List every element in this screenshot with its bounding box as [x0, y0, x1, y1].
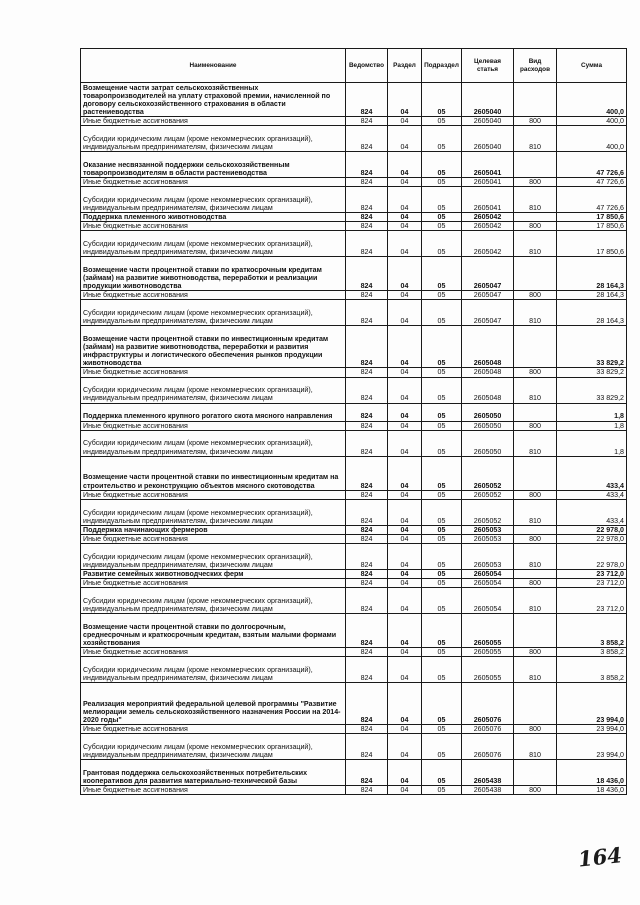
cell-sum: 1,8	[557, 430, 627, 456]
cell-sum: 23 994,0	[557, 683, 627, 725]
cell-section: 04	[388, 490, 422, 499]
cell-section: 04	[388, 83, 422, 117]
cell-name: Возмещение части затрат сельскохозяйственных товаропроизводителей на уплату страховой премии, начисленной по договору сельскохозяйственного страхования в области растениеводства	[81, 83, 346, 117]
cell-target: 2605076	[462, 725, 514, 734]
cell-expense: 810	[514, 588, 557, 614]
cell-sum: 400,0	[557, 83, 627, 117]
cell-name: Грантовая поддержка сельскохозяйственных потребительских кооперативов для развития материально-технической базы	[81, 760, 346, 786]
cell-name: Иные бюджетные ассигнования	[81, 725, 346, 734]
cell-subsection: 05	[422, 657, 462, 683]
table-row	[81, 579, 627, 588]
cell-subsection: 05	[422, 683, 462, 725]
cell-section: 04	[388, 368, 422, 377]
cell-expense: 810	[514, 187, 557, 213]
cell-target: 2605040	[462, 117, 514, 126]
cell-name: Возмещение части процентной ставки по долгосрочным, среднесрочным и краткосрочным кредитам, взятым малыми формами хозяйствования	[81, 614, 346, 648]
cell-name: Субсидии юридическим лицам (кроме некоммерческих организаций), индивидуальным предпринимателям, физическим лицам	[81, 543, 346, 569]
cell-target: 2605052	[462, 490, 514, 499]
cell-sum: 18 436,0	[557, 786, 627, 795]
table-row	[81, 326, 627, 368]
cell-expense: 810	[514, 499, 557, 525]
cell-target: 2605053	[462, 534, 514, 543]
cell-subsection: 05	[422, 569, 462, 578]
cell-target: 2605054	[462, 569, 514, 578]
cell-expense: 800	[514, 648, 557, 657]
cell-sum: 17 850,6	[557, 231, 627, 257]
cell-sum: 22 978,0	[557, 525, 627, 534]
cell-subsection: 05	[422, 588, 462, 614]
cell-target: 2605055	[462, 614, 514, 648]
cell-expense: 800	[514, 421, 557, 430]
cell-sum: 23 712,0	[557, 579, 627, 588]
cell-expense	[514, 83, 557, 117]
cell-section: 04	[388, 222, 422, 231]
cell-sum: 47 726,6	[557, 187, 627, 213]
cell-section: 04	[388, 786, 422, 795]
cell-sum: 3 858,2	[557, 657, 627, 683]
budget-table	[80, 48, 627, 795]
cell-sum: 400,0	[557, 117, 627, 126]
cell-section: 04	[388, 657, 422, 683]
cell-dept: 824	[346, 83, 388, 117]
cell-subsection: 05	[422, 760, 462, 786]
table-row	[81, 126, 627, 152]
cell-name: Иные бюджетные ассигнования	[81, 117, 346, 126]
cell-dept: 824	[346, 403, 388, 421]
cell-expense: 800	[514, 222, 557, 231]
cell-expense	[514, 257, 557, 291]
cell-section: 04	[388, 569, 422, 578]
cell-subsection: 05	[422, 525, 462, 534]
table-row	[81, 588, 627, 614]
cell-name: Иные бюджетные ассигнования	[81, 534, 346, 543]
cell-subsection: 05	[422, 377, 462, 403]
cell-expense: 810	[514, 734, 557, 760]
cell-name: Поддержка племенного крупного рогатого скота мясного направления	[81, 403, 346, 421]
cell-target: 2605054	[462, 588, 514, 614]
cell-name: Иные бюджетные ассигнования	[81, 786, 346, 795]
cell-subsection: 05	[422, 83, 462, 117]
cell-sum: 400,0	[557, 126, 627, 152]
cell-sum: 23 994,0	[557, 725, 627, 734]
cell-dept: 824	[346, 683, 388, 725]
cell-section: 04	[388, 403, 422, 421]
header-subsection: Подраздел	[422, 49, 462, 83]
cell-section: 04	[388, 187, 422, 213]
cell-name: Иные бюджетные ассигнования	[81, 490, 346, 499]
cell-section: 04	[388, 421, 422, 430]
cell-dept: 824	[346, 725, 388, 734]
cell-dept: 824	[346, 368, 388, 377]
table-row	[81, 213, 627, 222]
table-row	[81, 683, 627, 725]
header-sum: Сумма	[557, 49, 627, 83]
cell-subsection: 05	[422, 257, 462, 291]
cell-dept: 824	[346, 734, 388, 760]
cell-subsection: 05	[422, 534, 462, 543]
cell-dept: 824	[346, 657, 388, 683]
table-row	[81, 760, 627, 786]
cell-target: 2605042	[462, 231, 514, 257]
table-row	[81, 614, 627, 648]
cell-name: Возмещение части процентной ставки по краткосрочным кредитам (займам) на развитие животноводства, переработки и реализации продукции животноводства	[81, 257, 346, 291]
cell-dept: 824	[346, 213, 388, 222]
cell-subsection: 05	[422, 579, 462, 588]
cell-sum: 33 829,2	[557, 368, 627, 377]
cell-name: Субсидии юридическим лицам (кроме некоммерческих организаций), индивидуальным предпринимателям, физическим лицам	[81, 734, 346, 760]
header-dept: Ведомство	[346, 49, 388, 83]
cell-sum: 1,8	[557, 421, 627, 430]
cell-subsection: 05	[422, 152, 462, 178]
table-row	[81, 187, 627, 213]
table-row	[81, 734, 627, 760]
cell-name: Поддержка начинающих фермеров	[81, 525, 346, 534]
cell-section: 04	[388, 579, 422, 588]
cell-subsection: 05	[422, 421, 462, 430]
cell-target: 2605047	[462, 300, 514, 326]
cell-dept: 824	[346, 588, 388, 614]
cell-subsection: 05	[422, 126, 462, 152]
cell-dept: 824	[346, 300, 388, 326]
cell-section: 04	[388, 588, 422, 614]
table-row	[81, 377, 627, 403]
cell-subsection: 05	[422, 326, 462, 368]
table-row	[81, 456, 627, 490]
cell-sum: 23 712,0	[557, 588, 627, 614]
cell-dept: 824	[346, 525, 388, 534]
cell-sum: 433,4	[557, 490, 627, 499]
cell-expense	[514, 760, 557, 786]
cell-dept: 824	[346, 456, 388, 490]
table-row	[81, 152, 627, 178]
cell-expense: 800	[514, 178, 557, 187]
table-row	[81, 300, 627, 326]
cell-subsection: 05	[422, 117, 462, 126]
table-row	[81, 231, 627, 257]
cell-dept: 824	[346, 126, 388, 152]
cell-subsection: 05	[422, 734, 462, 760]
cell-subsection: 05	[422, 231, 462, 257]
cell-subsection: 05	[422, 368, 462, 377]
cell-sum: 433,4	[557, 456, 627, 490]
cell-section: 04	[388, 614, 422, 648]
cell-expense: 800	[514, 786, 557, 795]
cell-dept: 824	[346, 291, 388, 300]
cell-expense	[514, 614, 557, 648]
cell-section: 04	[388, 126, 422, 152]
cell-section: 04	[388, 213, 422, 222]
cell-dept: 824	[346, 534, 388, 543]
cell-expense: 800	[514, 725, 557, 734]
cell-sum: 47 726,6	[557, 178, 627, 187]
cell-subsection: 05	[422, 543, 462, 569]
cell-sum: 28 164,3	[557, 257, 627, 291]
cell-subsection: 05	[422, 499, 462, 525]
cell-target: 2605055	[462, 657, 514, 683]
cell-sum: 3 858,2	[557, 648, 627, 657]
cell-section: 04	[388, 300, 422, 326]
cell-name: Возмещение части процентной ставки по инвестиционным кредитам (займам) на развитие животноводства, переработки и развития инфраструктуры и логистического обеспечения рынков продукции животноводства	[81, 326, 346, 368]
cell-section: 04	[388, 326, 422, 368]
cell-subsection: 05	[422, 403, 462, 421]
cell-dept: 824	[346, 222, 388, 231]
cell-dept: 824	[346, 490, 388, 499]
cell-section: 04	[388, 231, 422, 257]
cell-expense: 810	[514, 430, 557, 456]
cell-expense	[514, 152, 557, 178]
cell-target: 2605047	[462, 291, 514, 300]
cell-sum: 1,8	[557, 403, 627, 421]
cell-sum: 33 829,2	[557, 377, 627, 403]
cell-subsection: 05	[422, 614, 462, 648]
cell-target: 2605076	[462, 734, 514, 760]
cell-dept: 824	[346, 760, 388, 786]
cell-dept: 824	[346, 377, 388, 403]
cell-target: 2605042	[462, 222, 514, 231]
cell-sum: 28 164,3	[557, 300, 627, 326]
cell-dept: 824	[346, 421, 388, 430]
handwritten-page-number: 164	[576, 842, 624, 872]
header-expense: Вид расходов	[514, 49, 557, 83]
cell-section: 04	[388, 499, 422, 525]
cell-dept: 824	[346, 326, 388, 368]
table-row	[81, 569, 627, 578]
cell-dept: 824	[346, 579, 388, 588]
cell-expense: 810	[514, 300, 557, 326]
cell-section: 04	[388, 257, 422, 291]
cell-subsection: 05	[422, 490, 462, 499]
cell-target: 2605048	[462, 368, 514, 377]
table-row	[81, 403, 627, 421]
cell-dept: 824	[346, 786, 388, 795]
cell-sum: 433,4	[557, 499, 627, 525]
cell-sum: 3 858,2	[557, 614, 627, 648]
cell-subsection: 05	[422, 725, 462, 734]
cell-target: 2605052	[462, 499, 514, 525]
cell-target: 2605041	[462, 152, 514, 178]
cell-name: Иные бюджетные ассигнования	[81, 648, 346, 657]
cell-dept: 824	[346, 231, 388, 257]
cell-target: 2605054	[462, 579, 514, 588]
cell-subsection: 05	[422, 213, 462, 222]
cell-dept: 824	[346, 543, 388, 569]
cell-sum: 23 712,0	[557, 569, 627, 578]
table-row	[81, 490, 627, 499]
cell-expense: 800	[514, 579, 557, 588]
table-row	[81, 117, 627, 126]
cell-dept: 824	[346, 152, 388, 178]
cell-sum: 23 994,0	[557, 734, 627, 760]
table-row	[81, 83, 627, 117]
cell-subsection: 05	[422, 648, 462, 657]
cell-target: 2605040	[462, 126, 514, 152]
cell-subsection: 05	[422, 178, 462, 187]
cell-dept: 824	[346, 614, 388, 648]
table-row	[81, 543, 627, 569]
cell-target: 2605048	[462, 326, 514, 368]
cell-expense: 800	[514, 368, 557, 377]
cell-section: 04	[388, 291, 422, 300]
table-row	[81, 499, 627, 525]
cell-expense: 810	[514, 543, 557, 569]
cell-target: 2605050	[462, 403, 514, 421]
table-row	[81, 786, 627, 795]
cell-section: 04	[388, 456, 422, 490]
cell-target: 2605053	[462, 525, 514, 534]
cell-expense: 810	[514, 657, 557, 683]
cell-sum: 18 436,0	[557, 760, 627, 786]
cell-sum: 17 850,6	[557, 222, 627, 231]
cell-name: Реализация мероприятий федеральной целевой программы "Развитие мелиорации земель сельскохозяйственного назначения России на 2014-2020 годы"	[81, 683, 346, 725]
table-row	[81, 291, 627, 300]
cell-section: 04	[388, 734, 422, 760]
table-row	[81, 725, 627, 734]
cell-expense: 810	[514, 377, 557, 403]
cell-expense	[514, 525, 557, 534]
cell-target: 2605076	[462, 683, 514, 725]
cell-dept: 824	[346, 499, 388, 525]
cell-section: 04	[388, 525, 422, 534]
cell-target: 2605050	[462, 430, 514, 456]
cell-name: Субсидии юридическим лицам (кроме некоммерческих организаций), индивидуальным предпринимателям, физическим лицам	[81, 126, 346, 152]
cell-target: 2605050	[462, 421, 514, 430]
cell-dept: 824	[346, 569, 388, 578]
cell-dept: 824	[346, 648, 388, 657]
cell-subsection: 05	[422, 456, 462, 490]
cell-name: Иные бюджетные ассигнования	[81, 222, 346, 231]
cell-section: 04	[388, 534, 422, 543]
cell-target: 2605041	[462, 187, 514, 213]
cell-expense: 800	[514, 490, 557, 499]
cell-section: 04	[388, 377, 422, 403]
cell-expense: 810	[514, 231, 557, 257]
cell-sum: 47 726,6	[557, 152, 627, 178]
cell-name: Субсидии юридическим лицам (кроме некоммерческих организаций), индивидуальным предпринимателям, физическим лицам	[81, 657, 346, 683]
cell-expense: 800	[514, 534, 557, 543]
cell-target: 2605048	[462, 377, 514, 403]
cell-expense	[514, 569, 557, 578]
cell-target: 2605052	[462, 456, 514, 490]
table-header	[81, 49, 627, 83]
table-row	[81, 368, 627, 377]
cell-name: Субсидии юридическим лицам (кроме некоммерческих организаций), индивидуальным предпринимателям, физическим лицам	[81, 300, 346, 326]
header-row	[81, 49, 627, 83]
cell-expense	[514, 403, 557, 421]
cell-subsection: 05	[422, 291, 462, 300]
cell-sum: 33 829,2	[557, 326, 627, 368]
cell-section: 04	[388, 760, 422, 786]
cell-sum: 28 164,3	[557, 291, 627, 300]
cell-subsection: 05	[422, 187, 462, 213]
cell-sum: 17 850,6	[557, 213, 627, 222]
cell-expense	[514, 456, 557, 490]
cell-section: 04	[388, 178, 422, 187]
cell-name: Субсидии юридическим лицам (кроме некоммерческих организаций), индивидуальным предпринимателям, физическим лицам	[81, 588, 346, 614]
cell-target: 2605055	[462, 648, 514, 657]
cell-name: Иные бюджетные ассигнования	[81, 368, 346, 377]
cell-expense: 800	[514, 117, 557, 126]
cell-subsection: 05	[422, 222, 462, 231]
cell-name: Иные бюджетные ассигнования	[81, 178, 346, 187]
cell-section: 04	[388, 152, 422, 178]
cell-target: 2605438	[462, 786, 514, 795]
table-row	[81, 222, 627, 231]
cell-name: Развитие семейных животноводческих ферм	[81, 569, 346, 578]
cell-name: Поддержка племенного животноводства	[81, 213, 346, 222]
table-body	[81, 83, 627, 795]
cell-target: 2605438	[462, 760, 514, 786]
cell-name: Субсидии юридическим лицам (кроме некоммерческих организаций), индивидуальным предпринимателям, физическим лицам	[81, 231, 346, 257]
cell-sum: 22 978,0	[557, 543, 627, 569]
cell-subsection: 05	[422, 786, 462, 795]
cell-section: 04	[388, 648, 422, 657]
cell-section: 04	[388, 117, 422, 126]
cell-name: Оказание несвязанной поддержки сельскохозяйственным товаропроизводителям в области растениеводства	[81, 152, 346, 178]
table-row	[81, 525, 627, 534]
cell-dept: 824	[346, 187, 388, 213]
cell-name: Субсидии юридическим лицам (кроме некоммерческих организаций), индивидуальным предпринимателям, физическим лицам	[81, 430, 346, 456]
cell-dept: 824	[346, 117, 388, 126]
cell-expense	[514, 326, 557, 368]
cell-name: Возмещение части процентной ставки по инвестиционным кредитам на строительство и реконструкцию объектов мясного скотоводства	[81, 456, 346, 490]
table-row	[81, 421, 627, 430]
cell-dept: 824	[346, 178, 388, 187]
cell-subsection: 05	[422, 430, 462, 456]
cell-dept: 824	[346, 257, 388, 291]
cell-target: 2605041	[462, 178, 514, 187]
cell-expense: 800	[514, 291, 557, 300]
cell-name: Субсидии юридическим лицам (кроме некоммерческих организаций), индивидуальным предпринимателям, физическим лицам	[81, 187, 346, 213]
cell-expense	[514, 213, 557, 222]
header-section: Раздел	[388, 49, 422, 83]
cell-target: 2605040	[462, 83, 514, 117]
cell-name: Иные бюджетные ассигнования	[81, 579, 346, 588]
cell-target: 2605042	[462, 213, 514, 222]
table-row	[81, 430, 627, 456]
cell-expense	[514, 683, 557, 725]
header-target: Целевая статья	[462, 49, 514, 83]
cell-section: 04	[388, 725, 422, 734]
cell-name: Иные бюджетные ассигнования	[81, 291, 346, 300]
cell-name: Субсидии юридическим лицам (кроме некоммерческих организаций), индивидуальным предпринимателям, физическим лицам	[81, 377, 346, 403]
header-name: Наименование	[81, 49, 346, 83]
cell-target: 2605053	[462, 543, 514, 569]
table-row	[81, 657, 627, 683]
cell-section: 04	[388, 430, 422, 456]
cell-section: 04	[388, 543, 422, 569]
cell-sum: 22 978,0	[557, 534, 627, 543]
cell-section: 04	[388, 683, 422, 725]
table-row	[81, 534, 627, 543]
table-row	[81, 257, 627, 291]
cell-expense: 810	[514, 126, 557, 152]
cell-target: 2605047	[462, 257, 514, 291]
cell-name: Субсидии юридическим лицам (кроме некоммерческих организаций), индивидуальным предпринимателям, физическим лицам	[81, 499, 346, 525]
cell-dept: 824	[346, 430, 388, 456]
table-row	[81, 648, 627, 657]
cell-name: Иные бюджетные ассигнования	[81, 421, 346, 430]
table-row	[81, 178, 627, 187]
cell-subsection: 05	[422, 300, 462, 326]
